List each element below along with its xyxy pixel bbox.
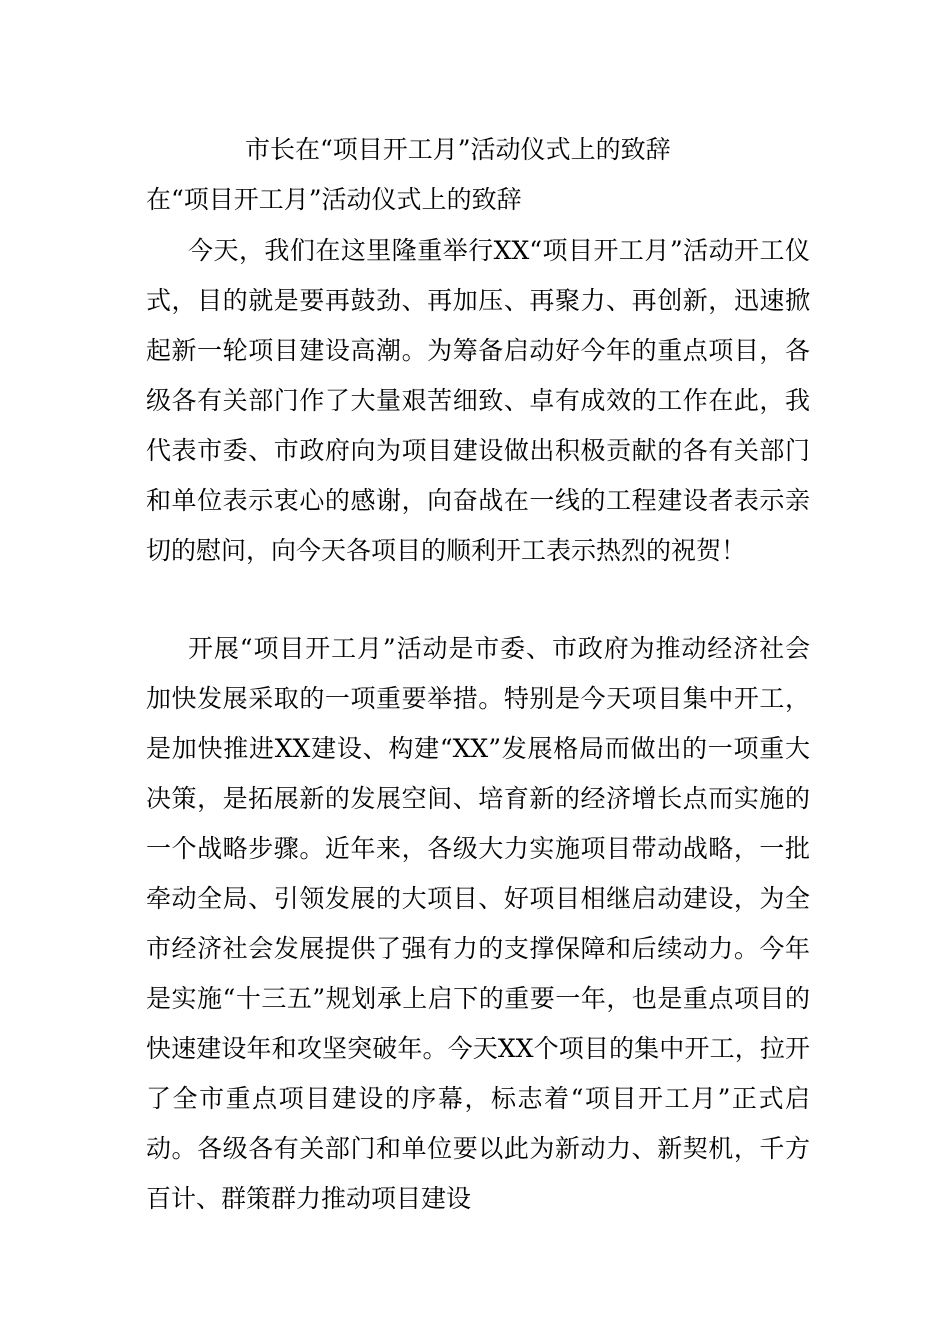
document-subtitle: 在“项目开工月”活动仪式上的致辞 [146, 185, 522, 214]
document-title: 市长在“项目开工月”活动仪式上的致辞 [245, 135, 671, 164]
paragraph-1: 今天，我们在这里隆重举行XX“项目开工月”活动开工仪式，目的就是要再鼓劲、再加压、再聚力、再创新，迅速掀起新一轮项目建设高潮。为筹备启动好今年的重点项目，各级各有关部门作了大量艰苦细致、卓有成效的工作在此，我代表市委、市政府向为项目建设做出积极贡献的各有关部门和单位表示衷心的感谢，向奋战在一线的工程建设者表示亲切的慰问，向今天各项目的顺利开工表示热烈的祝贺！ [146, 236, 810, 565]
paragraph-2: 开展“项目开工月”活动是市委、市政府为推动经济社会加快发展采取的一项重要举措。特别是今天项目集中开工，是加快推进XX建设、构建“XX”发展格局而做出的一项重大决策，是拓展新的发展空间、培育新的经济增长点而实施的一个战略步骤。近年来，各级大力实施项目带动战略，一批牵动全局、引领发展的大项目、好项目相继启动建设，为全市经济社会发展提供了强有力的支撑保障和后续动力。今年是实施“十三五”规划承上启下的重要一年，也是重点项目的快速建设年和攻坚突破年。今天XX个项目的集中开工，拉开了全市重点项目建设的序幕，标志着“项目开工月”正式启动。各级各有关部门和单位要以此为新动力、新契机，千方百计、群策群力推动项目建设 [146, 634, 810, 1213]
